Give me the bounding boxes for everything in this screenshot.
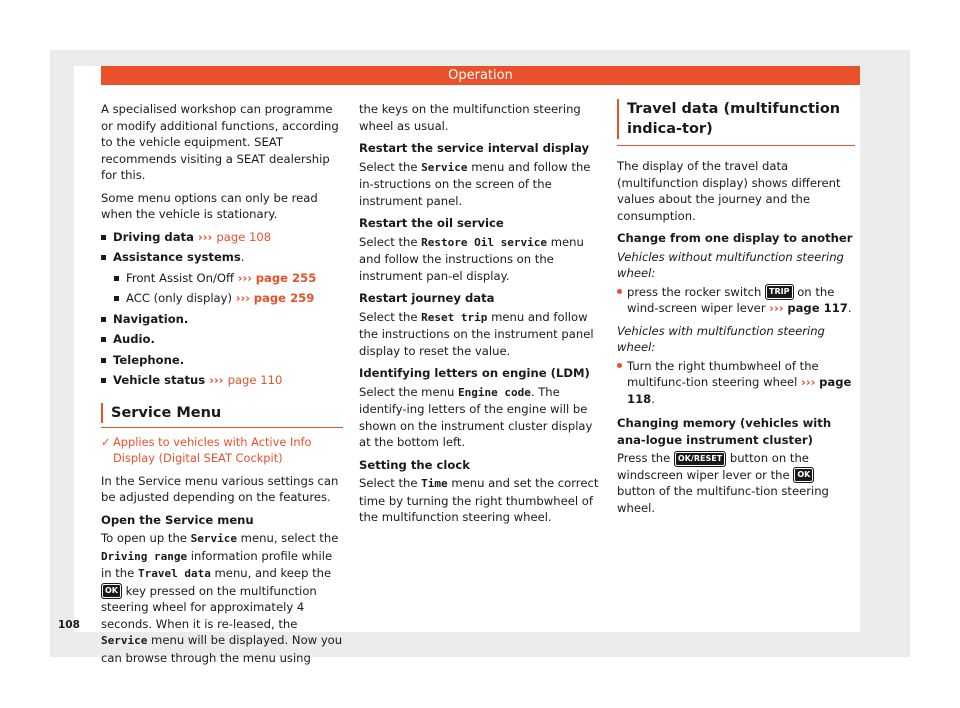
page-link[interactable]: page 117 (787, 301, 848, 315)
intro-paragraph: A specialised workshop can programme or modify additional functions, according to the vehicle equipment. SEAT recommends visiting a SEAT dealership for this. (101, 102, 339, 182)
list-item-assistance: Assistance systems. (101, 249, 343, 266)
arrow-icon: ››› (237, 270, 253, 285)
list-item-driving-data: Driving data ››› page 108 (101, 229, 343, 246)
changing-memory-paragraph: Press the OK/RESET button on the windscreen wiper lever or the OK button of the multifunc-tion steering wheel. (617, 451, 829, 515)
list-item-navigation: Navigation. (101, 311, 343, 328)
service-menu-heading-block (101, 403, 343, 428)
arrow-icon: ››› (769, 301, 784, 315)
section-header-bar (101, 66, 860, 85)
service-menu-title: Service Menu (101, 403, 343, 423)
checkmark-icon: ✓ (101, 434, 111, 449)
restart-service-heading: Restart the service interval display (359, 141, 590, 155)
travel-data-heading-block (617, 99, 855, 146)
clock-paragraph: Select the Time menu and set the correct time by turning the right thumbwheel of the multifunction steering wheel. (359, 476, 599, 524)
page-link[interactable]: page 108 (216, 229, 272, 244)
page-link[interactable]: page 255 (255, 270, 317, 285)
list-item-acc: ACC (only display) ››› page 259 (114, 290, 343, 307)
list-item: press the rocker switch TRIP on the wind-screen wiper lever ››› page 117. (617, 284, 855, 317)
column-middle (359, 101, 601, 532)
travel-data-title: Travel data (multifunction indica-tor) (617, 99, 855, 139)
applies-note: ✓ Applies to vehicles with Active Info Display (Digital SEAT Cockpit) (101, 434, 312, 465)
menu-options-list (101, 229, 343, 389)
oil-service-paragraph: Select the Restore Oil service menu and follow the instructions on the instrument pan-el display. (359, 234, 584, 283)
arrow-icon: ››› (801, 375, 816, 389)
restart-service-paragraph: Select the Service menu and follow the in-structions on the screen of the instrument panel. (359, 159, 591, 208)
clock-heading: Setting the clock (359, 457, 470, 472)
header-title: Operation (448, 68, 513, 83)
without-mfsw-list (617, 284, 855, 317)
page-number: 108 (58, 619, 80, 631)
list-item: Turn the right thumbwheel of the multifunc-tion steering wheel ››› page 118. (617, 358, 855, 408)
page-link[interactable]: page 118 (627, 375, 852, 406)
oil-service-heading: Restart the oil service (359, 216, 504, 230)
page-link[interactable]: page 259 (253, 291, 315, 305)
changing-memory-heading: Changing memory (vehicles with ana-logue instrument cluster) (617, 416, 832, 447)
engine-letters-paragraph: Select the menu Engine code. The identify-ing letters of the engine will be shown on the instrument cluster display at the bottom left. (359, 384, 593, 449)
travel-data-paragraph: The display of the travel data (multifunction display) shows different values about the journey and the consumption. (617, 159, 841, 223)
continued-paragraph: the keys on the multifunction steering wheel as usual. (359, 102, 581, 133)
ok-reset-key-icon: OK/RESET (674, 451, 726, 467)
trip-key-icon: TRIP (765, 284, 793, 300)
list-item-audio: Audio. (101, 331, 343, 348)
with-mfsw-list (617, 358, 855, 408)
list-item-vehicle-status: Vehicle status ››› page 110 (101, 372, 343, 389)
page-link[interactable]: page 110 (227, 373, 283, 387)
list-item-front-assist: Front Assist On/Off ››› page 255 (114, 270, 343, 287)
list-item-telephone: Telephone. (101, 352, 343, 369)
column-left (101, 101, 343, 672)
ok-key-icon: OK (793, 467, 814, 483)
arrow-icon: ››› (197, 229, 213, 244)
journey-data-heading: Restart journey data (359, 291, 495, 305)
column-right (617, 99, 855, 522)
with-mfsw-label: Vehicles with multifunction steering wheel: (617, 323, 825, 354)
journey-data-paragraph: Select the Reset trip menu and follow the instructions on the instrument panel display to reset the value. (359, 309, 594, 358)
service-menu-paragraph: In the Service menu various settings can be adjusted depending on the features. (101, 473, 339, 504)
change-display-heading: Change from one display to another (617, 231, 853, 245)
engine-letters-heading: Identifying letters on engine (LDM) (359, 366, 590, 380)
stationary-note: Some menu options can only be read when the vehicle is stationary. (101, 190, 318, 221)
open-service-heading: Open the Service menu (101, 512, 254, 527)
open-service-paragraph: To open up the Service menu, select the Driving range information profile while in the Travel data menu, and keep the OK key pressed on the multifunction steering wheel for approximately 4 seconds. When it is re-leased, the Service menu will be displayed. Now you can browse through the menu using (101, 531, 343, 665)
ok-key-icon: OK (101, 583, 122, 599)
arrow-icon: ››› (209, 373, 224, 387)
without-mfsw-label: Vehicles without multifunction steering wheel: (617, 249, 844, 280)
arrow-icon: ››› (235, 291, 251, 305)
